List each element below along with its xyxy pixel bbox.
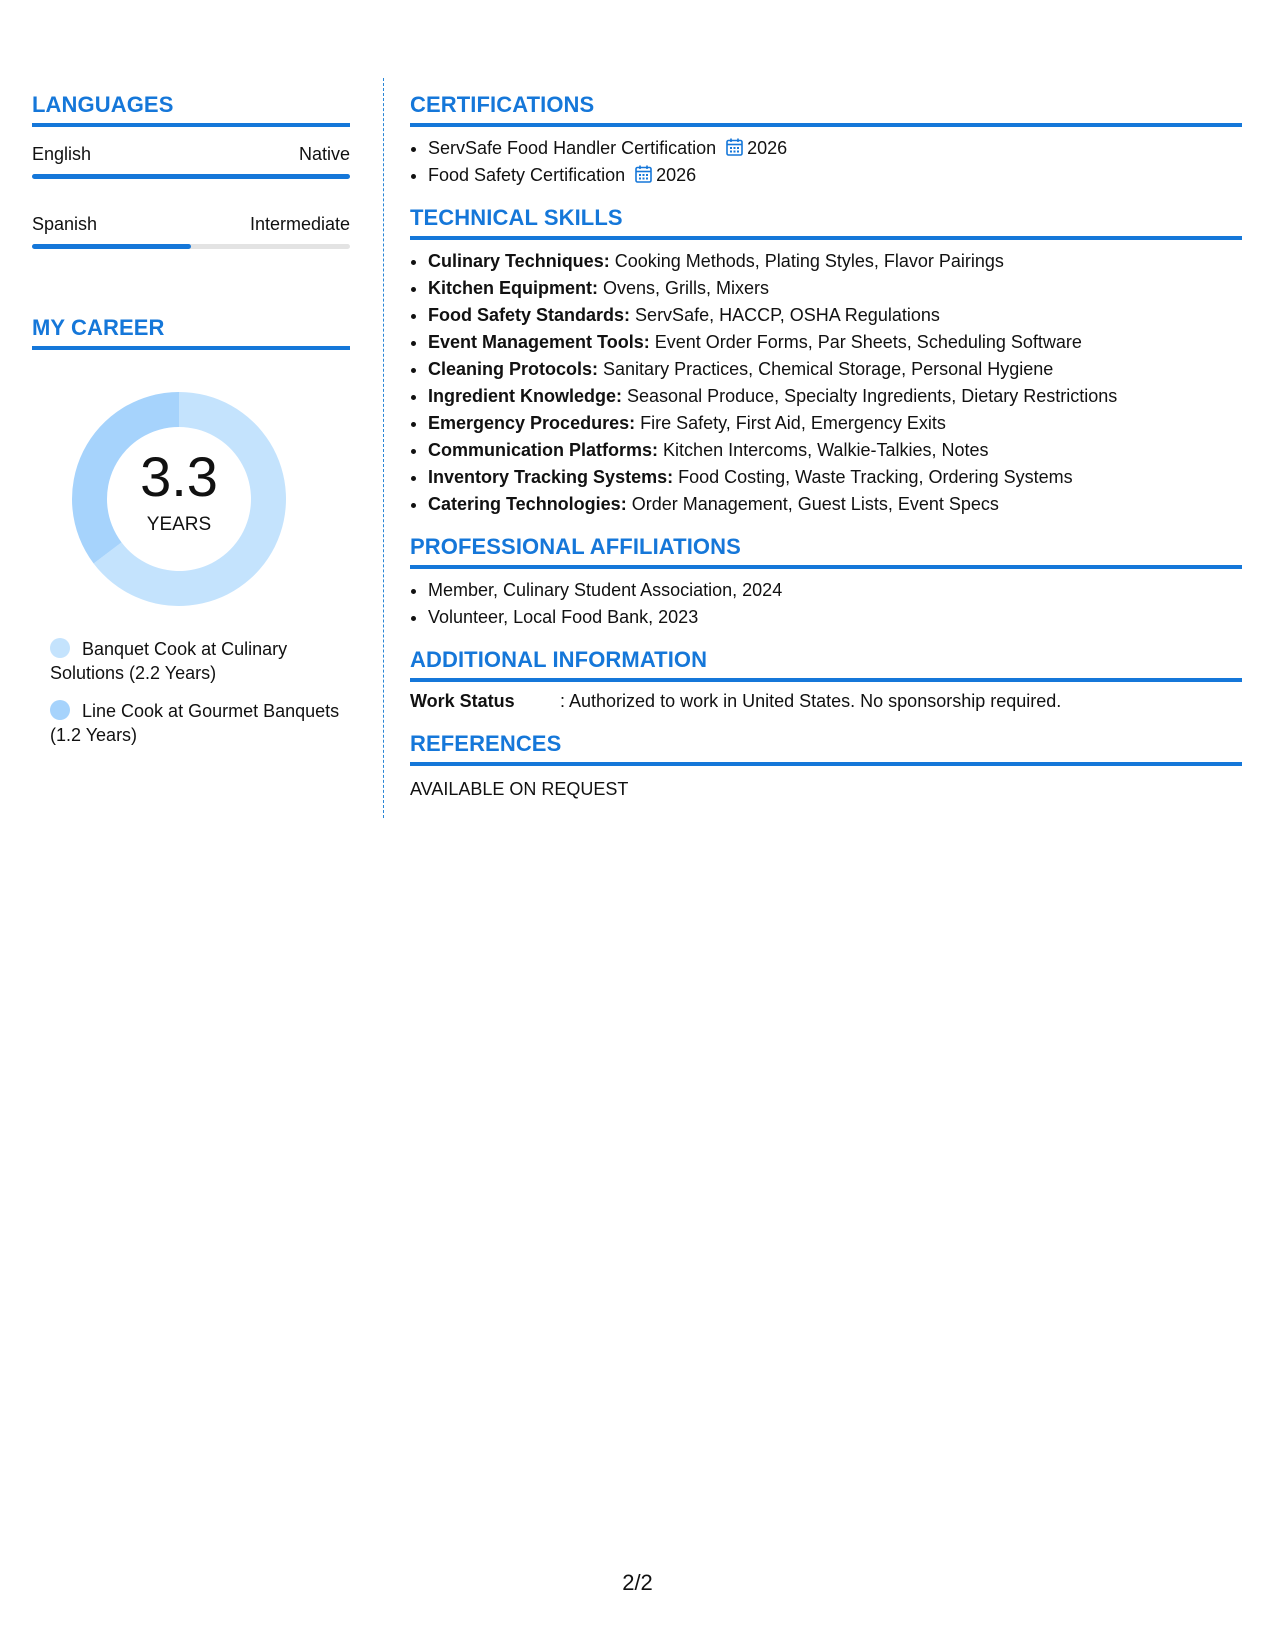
certification-year: 2026 xyxy=(656,165,697,185)
references-title: REFERENCES xyxy=(410,731,1242,766)
work-status-row xyxy=(410,688,1242,715)
skill-item xyxy=(428,356,1242,383)
calendar-icon xyxy=(726,138,743,156)
language-proficiency-bar xyxy=(32,244,350,249)
affiliation-item: • Volunteer, Local Food Bank, 2023 xyxy=(428,604,1242,631)
certification-name: Food Safety Certification xyxy=(428,165,626,185)
affiliation-item: • Member, Culinary Student Association, 2024 xyxy=(428,577,1242,604)
skill-item xyxy=(428,437,1242,464)
left-column xyxy=(32,92,350,761)
skill-value: ServSafe, HACCP, OSHA Regulations xyxy=(635,305,940,325)
certifications-section xyxy=(410,92,1242,189)
career-donut-chart xyxy=(32,372,350,622)
technical-skills-list xyxy=(410,248,1242,518)
work-status-label: Work Status xyxy=(410,691,515,711)
skill-item xyxy=(428,329,1242,356)
additional-info-section xyxy=(410,647,1242,715)
skill-value: Kitchen Intercoms, Walkie-Talkies, Notes xyxy=(663,440,989,460)
language-level: Intermediate xyxy=(249,214,350,234)
language-proficiency-fill xyxy=(32,244,191,249)
language-item xyxy=(32,213,350,249)
skill-label: Culinary Techniques: xyxy=(428,251,610,271)
legend-swatch xyxy=(50,700,70,720)
language-proficiency-fill xyxy=(32,174,350,179)
right-column xyxy=(410,92,1242,819)
skill-value: Event Order Forms, Par Sheets, Scheduling Software xyxy=(654,332,1082,352)
skill-label: Food Safety Standards: xyxy=(428,305,631,325)
technical-skills-title: TECHNICAL SKILLS xyxy=(410,205,1242,240)
skill-value: Cooking Methods, Plating Styles, Flavor Pairings xyxy=(614,251,1004,271)
skill-label: Ingredient Knowledge: xyxy=(428,386,623,406)
legend-item xyxy=(50,637,340,685)
skill-value: Ovens, Grills, Mixers xyxy=(603,278,770,298)
certification-item xyxy=(428,162,1242,189)
affiliations-title: PROFESSIONAL AFFILIATIONS xyxy=(410,534,1242,569)
skill-label: Event Management Tools: xyxy=(428,332,650,352)
technical-skills-section xyxy=(410,205,1242,518)
legend-label: Line Cook at Gourmet Banquets (1.2 Years) xyxy=(50,701,340,745)
skill-item xyxy=(428,491,1242,518)
certifications-list xyxy=(410,135,1242,189)
language-level: Native xyxy=(298,144,350,164)
skill-item xyxy=(428,383,1242,410)
legend-label: Banquet Cook at Culinary Solutions (2.2 Years) xyxy=(50,639,288,683)
skill-label: Emergency Procedures: xyxy=(428,413,636,433)
skill-item xyxy=(428,248,1242,275)
references-text: AVAILABLE ON REQUEST xyxy=(410,779,629,799)
skill-value: Seasonal Produce, Specialty Ingredients, Dietary Restrictions xyxy=(627,386,1118,406)
affiliations-list xyxy=(410,577,1242,631)
skill-value: Fire Safety, First Aid, Emergency Exits xyxy=(640,413,946,433)
language-name: English xyxy=(32,144,92,164)
language-item xyxy=(32,143,350,179)
skill-item xyxy=(428,464,1242,491)
skill-value: Sanitary Practices, Chemical Storage, Personal Hygiene xyxy=(603,359,1054,379)
legend-item xyxy=(50,699,340,747)
calendar-icon xyxy=(635,165,652,183)
skill-item xyxy=(428,302,1242,329)
skill-label: Communication Platforms: xyxy=(428,440,659,460)
languages-title: LANGUAGES xyxy=(32,92,350,127)
skill-label: Catering Technologies: xyxy=(428,494,627,514)
language-name: Spanish xyxy=(32,214,98,234)
career-legend xyxy=(50,637,340,747)
page-number: 2/2 xyxy=(622,1570,653,1595)
career-years-unit: YEARS xyxy=(146,514,212,535)
affiliations-section xyxy=(410,534,1242,631)
career-total-years: 3.3 xyxy=(140,445,218,508)
language-proficiency-bar xyxy=(32,174,350,179)
skill-label: Inventory Tracking Systems: xyxy=(428,467,674,487)
career-title: MY CAREER xyxy=(32,315,350,350)
skill-label: Kitchen Equipment: xyxy=(428,278,598,298)
legend-swatch xyxy=(50,638,70,658)
work-status-value: : Authorized to work in United States. No sponsorship required. xyxy=(560,691,1062,711)
skill-label: Cleaning Protocols: xyxy=(428,359,599,379)
skill-item xyxy=(428,275,1242,302)
references-section xyxy=(410,731,1242,803)
additional-info-title: ADDITIONAL INFORMATION xyxy=(410,647,1242,682)
column-divider xyxy=(383,78,384,818)
certification-name: ServSafe Food Handler Certification xyxy=(428,138,717,158)
certification-item xyxy=(428,135,1242,162)
certification-year: 2026 xyxy=(747,138,788,158)
skill-item xyxy=(428,410,1242,437)
skill-value: Order Management, Guest Lists, Event Specs xyxy=(631,494,999,514)
certifications-title: CERTIFICATIONS xyxy=(410,92,1242,127)
skill-value: Food Costing, Waste Tracking, Ordering Systems xyxy=(678,467,1073,487)
